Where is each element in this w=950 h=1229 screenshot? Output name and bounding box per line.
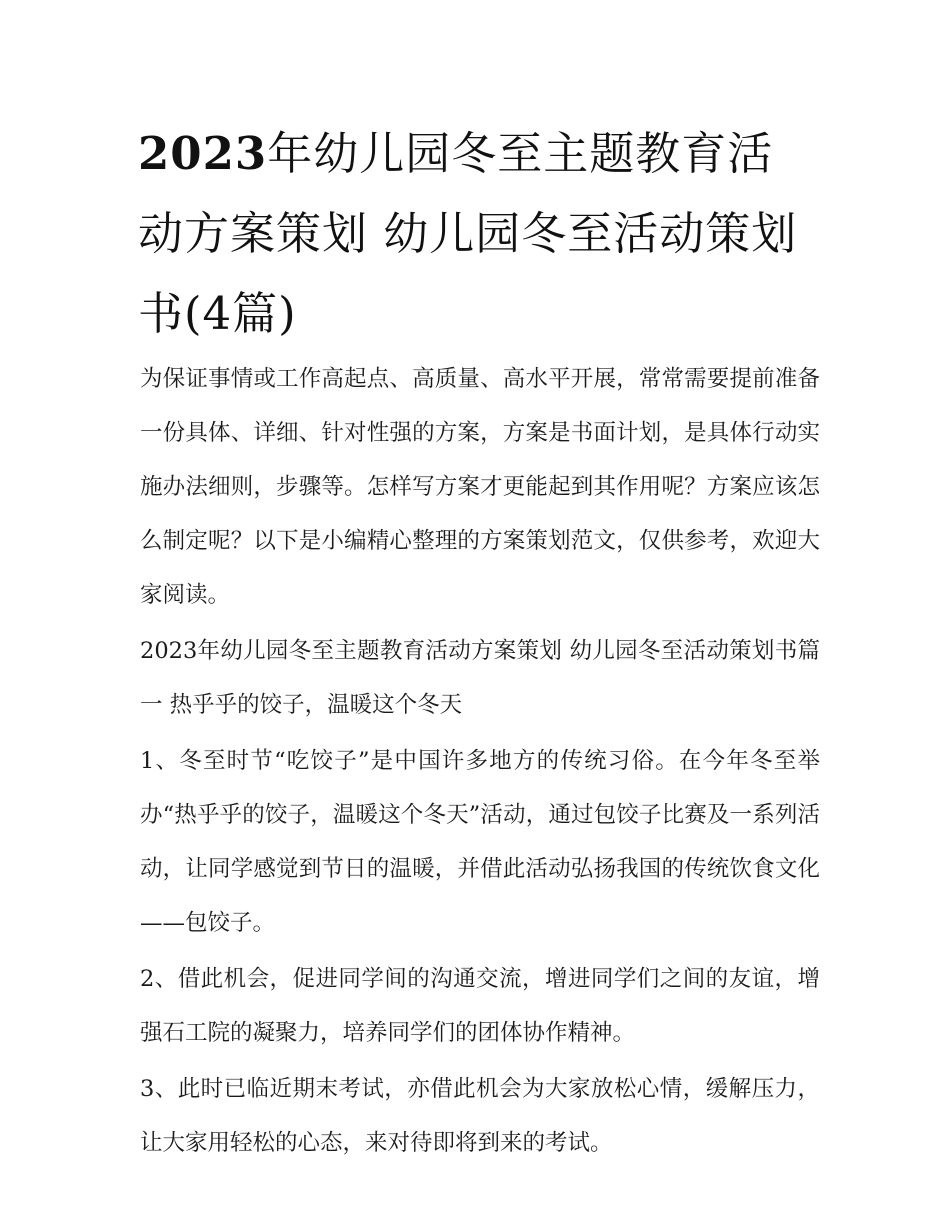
- point-2-paragraph: 2、借此机会，促进同学间的沟通交流，增进同学们之间的友谊，增强石工院的凝聚力，培养同学们的团体协作精神。: [140, 966, 820, 1046]
- point-3-paragraph: 3、此时已临近期末考试，亦借此机会为大家放松心情，缓解压力，让大家用轻松的心态，来对待即将到来的考试。: [140, 1076, 820, 1156]
- document-body: [140, 352, 820, 1172]
- title-text: 年幼儿园冬至主题教育活动方案策划 幼儿园冬至活动策划书(4篇): [138, 127, 798, 340]
- title-year: 2023: [138, 127, 268, 180]
- document-title: [138, 114, 818, 354]
- section-heading: 2023年幼儿园冬至主题教育活动方案策划 幼儿园冬至活动策划书篇一 热乎乎的饺子，温暖这个冬天: [140, 638, 820, 718]
- point-1-paragraph: 1、冬至时节“吃饺子”是中国许多地方的传统习俗。在今年冬至举办“热乎乎的饺子，温暖这个冬天”活动，通过包饺子比赛及一系列活动，让同学感觉到节日的温暖，并借此活动弘扬我国的传统饮食文化——包饺子。: [140, 748, 820, 936]
- intro-paragraph: 为保证事情或工作高起点、高质量、高水平开展，常常需要提前准备一份具体、详细、针对性强的方案，方案是书面计划，是具体行动实施办法细则，步骤等。怎样写方案才更能起到其作用呢？方案应该怎么制定呢？以下是小编精心整理的方案策划范文，仅供参考，欢迎大家阅读。: [140, 366, 820, 608]
